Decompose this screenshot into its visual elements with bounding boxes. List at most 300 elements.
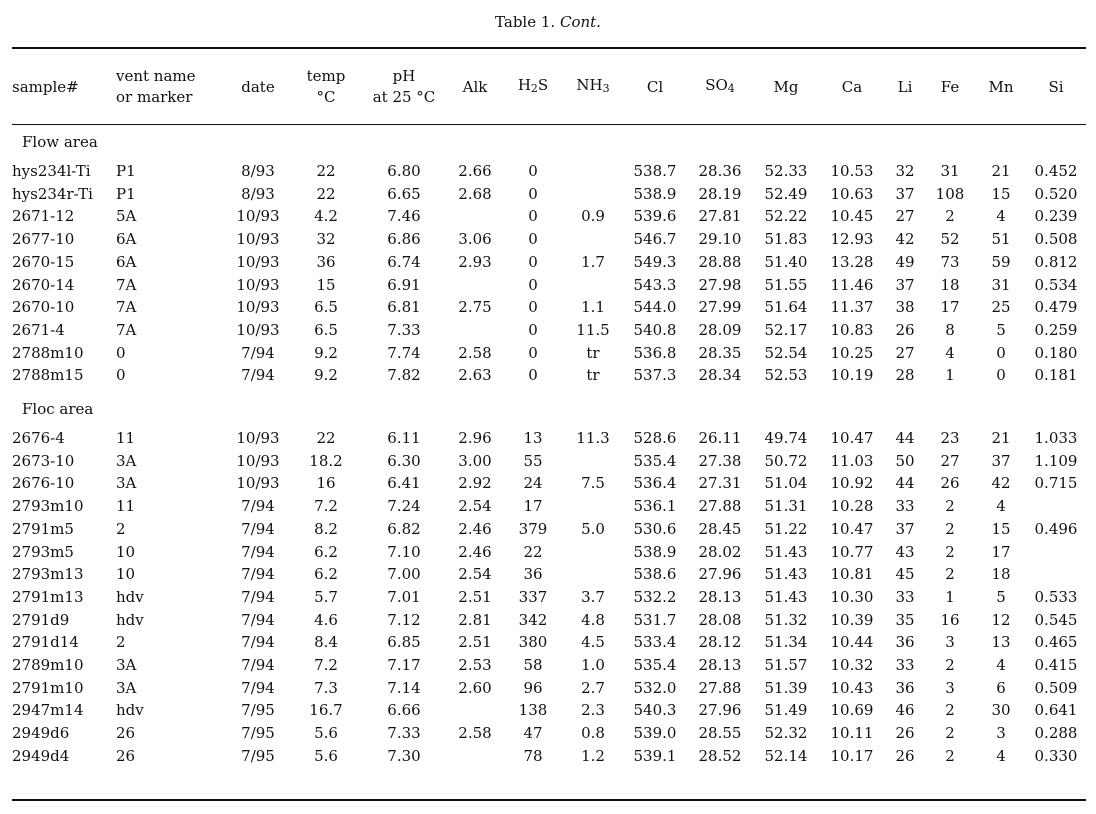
cell-li: 45 — [895, 565, 915, 584]
cell-ph: 7.33 — [387, 320, 421, 339]
cell-ph: 6.80 — [387, 162, 421, 180]
table-row — [12, 364, 1086, 387]
col-header-line: Ca — [841, 77, 863, 96]
cell-alk: 2.46 — [458, 542, 492, 561]
cell-so4: 28.45 — [698, 519, 742, 538]
col-header-mn — [976, 50, 1026, 124]
cell-h2s: 0 — [528, 184, 538, 203]
cell-so4: 28.08 — [698, 610, 742, 629]
cell-mg: 51.31 — [764, 497, 808, 516]
cell-temp: 9.2 — [314, 366, 338, 385]
cell-nh3: 5.0 — [581, 519, 605, 538]
cell-cl: 532.0 — [633, 678, 677, 697]
col-header-line: Mn — [988, 77, 1014, 96]
cell-mg: 52.22 — [764, 207, 808, 226]
table-row — [12, 183, 1086, 206]
cell-h2s: 379 — [518, 519, 548, 538]
cell-so4: 28.88 — [698, 252, 742, 271]
cell-h2s: 78 — [523, 746, 543, 765]
cell-si: 0.239 — [1034, 207, 1078, 226]
cell-mn: 21 — [991, 162, 1011, 180]
cell-ca: 10.30 — [830, 587, 874, 606]
table-row — [12, 319, 1086, 342]
col-header-sub: 2 — [530, 82, 538, 95]
col-header-so4 — [686, 50, 754, 124]
cell-ca: 10.25 — [830, 343, 874, 362]
table-row — [12, 609, 1086, 632]
cell-sample: 2789m10 — [12, 656, 84, 675]
cell-so4: 28.13 — [698, 587, 742, 606]
cell-alk: 2.93 — [458, 252, 492, 271]
cell-ph: 7.17 — [387, 656, 421, 675]
cell-ca: 11.46 — [830, 275, 874, 294]
cell-cl: 532.2 — [633, 587, 677, 606]
cell-si: 0.259 — [1034, 320, 1078, 339]
cell-temp: 4.6 — [314, 610, 338, 629]
col-header-base: H — [517, 76, 531, 94]
cell-sample: 2676-10 — [12, 474, 75, 493]
cell-alk: 2.96 — [458, 429, 492, 448]
cell-fe: 73 — [940, 252, 960, 271]
top-rule — [12, 47, 1086, 49]
cell-ca: 10.47 — [830, 519, 874, 538]
cell-vent: hdv — [116, 587, 144, 606]
cell-li: 50 — [895, 451, 915, 470]
cell-so4: 28.35 — [698, 343, 742, 362]
col-header-ca — [818, 50, 886, 124]
cell-fe: 18 — [940, 275, 960, 294]
cell-temp: 6.5 — [314, 298, 338, 317]
cell-temp: 22 — [316, 162, 336, 180]
cell-vent: 6A — [116, 252, 137, 271]
cell-li: 37 — [895, 184, 915, 203]
cell-cl: 536.1 — [633, 497, 677, 516]
cell-nh3: 1.7 — [581, 252, 605, 271]
cell-so4: 28.02 — [698, 542, 742, 561]
cell-sample: 2673-10 — [12, 451, 75, 470]
cell-temp: 22 — [316, 184, 336, 203]
cell-ph: 7.30 — [387, 746, 421, 765]
table-row — [12, 495, 1086, 518]
section-header — [12, 391, 1086, 427]
cell-mn: 0 — [996, 366, 1006, 385]
cell-temp: 15 — [316, 275, 336, 294]
cell-mn: 5 — [996, 587, 1006, 606]
cell-mg: 52.33 — [764, 162, 808, 180]
bottom-rule — [12, 799, 1086, 801]
cell-so4: 27.31 — [698, 474, 742, 493]
cell-ca: 10.63 — [830, 184, 874, 203]
cell-nh3 — [562, 183, 624, 206]
cell-mg: 52.54 — [764, 343, 808, 362]
table-row — [12, 518, 1086, 541]
cell-mn: 30 — [991, 701, 1011, 720]
cell-li: 26 — [895, 320, 915, 339]
cell-li: 36 — [895, 633, 915, 652]
cell-temp: 7.2 — [314, 656, 338, 675]
cell-ph: 6.91 — [387, 275, 421, 294]
cell-so4: 28.13 — [698, 656, 742, 675]
cell-ca: 10.19 — [830, 366, 874, 385]
cell-ph: 6.65 — [387, 184, 421, 203]
col-header-base: NH — [576, 76, 603, 94]
cell-cl: 533.4 — [633, 633, 677, 652]
cell-so4: 27.99 — [698, 298, 742, 317]
cell-temp: 5.6 — [314, 746, 338, 765]
cell-fe: 2 — [945, 207, 955, 226]
cell-h2s: 0 — [528, 207, 538, 226]
cell-nh3: 1.2 — [581, 746, 605, 765]
cell-date: 10/93 — [236, 429, 280, 448]
cell-mn: 59 — [991, 252, 1011, 271]
cell-mn: 6 — [996, 678, 1006, 697]
caption-prefix: Table 1. — [495, 13, 556, 31]
cell-ph: 6.85 — [387, 633, 421, 652]
cell-so4: 28.19 — [698, 184, 742, 203]
cell-so4: 28.34 — [698, 366, 742, 385]
cell-li: 44 — [895, 429, 915, 448]
cell-si: 0.534 — [1034, 275, 1078, 294]
cell-so4: 28.09 — [698, 320, 742, 339]
cell-date: 7/94 — [241, 497, 275, 516]
cell-alk: 2.92 — [458, 474, 492, 493]
cell-fe: 31 — [940, 162, 960, 180]
col-header-sub: 3 — [602, 82, 610, 95]
cell-sample: 2949d6 — [12, 724, 70, 743]
cell-temp: 22 — [316, 429, 336, 448]
cell-temp: 32 — [316, 230, 336, 249]
col-header-line: date — [241, 77, 275, 96]
cell-si: 0.452 — [1034, 162, 1078, 180]
cell-sample: 2677-10 — [12, 230, 75, 249]
cell-mn: 5 — [996, 320, 1006, 339]
cell-vent: 11 — [116, 497, 136, 516]
cell-mn: 4 — [996, 207, 1006, 226]
cell-date: 10/93 — [236, 298, 280, 317]
cell-alk — [446, 699, 504, 722]
cell-so4: 26.11 — [698, 429, 742, 448]
cell-ca: 10.81 — [830, 565, 874, 584]
cell-sample: 2793m13 — [12, 565, 84, 584]
cell-date: 7/95 — [241, 746, 275, 765]
cell-date: 7/94 — [241, 565, 275, 584]
cell-so4: 28.55 — [698, 724, 742, 743]
cell-mn: 15 — [991, 519, 1011, 538]
cell-si: 0.180 — [1034, 343, 1078, 362]
cell-nh3: 2.3 — [581, 701, 605, 720]
cell-cl: 538.7 — [633, 162, 677, 180]
cell-h2s: 22 — [523, 542, 543, 561]
cell-li: 27 — [895, 343, 915, 362]
cell-ca: 10.28 — [830, 497, 874, 516]
cell-ca: 10.69 — [830, 701, 874, 720]
cell-fe: 52 — [940, 230, 960, 249]
cell-nh3: tr — [586, 343, 600, 362]
cell-h2s: 13 — [523, 429, 543, 448]
cell-ph: 7.24 — [387, 497, 421, 516]
cell-cl: 538.9 — [633, 542, 677, 561]
cell-alk: 3.06 — [458, 230, 492, 249]
cell-temp: 36 — [316, 252, 336, 271]
cell-date: 7/94 — [241, 343, 275, 362]
cell-ca: 10.39 — [830, 610, 874, 629]
cell-cl: 539.6 — [633, 207, 677, 226]
cell-si: 0.533 — [1034, 587, 1078, 606]
col-header-base: SO — [705, 76, 728, 94]
cell-sample: 2670-15 — [12, 252, 75, 271]
cell-ph: 7.46 — [387, 207, 421, 226]
cell-date: 10/93 — [236, 474, 280, 493]
cell-date: 7/95 — [241, 701, 275, 720]
cell-temp: 8.2 — [314, 519, 338, 538]
cell-mn: 4 — [996, 656, 1006, 675]
cell-temp: 5.6 — [314, 724, 338, 743]
cell-temp: 5.7 — [314, 587, 338, 606]
cell-temp: 6.2 — [314, 565, 338, 584]
cell-cl: 540.3 — [633, 701, 677, 720]
cell-alk: 2.54 — [458, 565, 492, 584]
cell-si — [1026, 541, 1086, 564]
cell-alk: 2.81 — [458, 610, 492, 629]
cell-fe: 2 — [945, 497, 955, 516]
cell-h2s: 0 — [528, 320, 538, 339]
cell-li: 26 — [895, 746, 915, 765]
cell-fe: 1 — [945, 366, 955, 385]
cell-li: 28 — [895, 366, 915, 385]
cell-ph: 6.66 — [387, 701, 421, 720]
cell-sample: 2793m5 — [12, 542, 74, 561]
cell-nh3 — [562, 160, 624, 183]
col-header-line: Cl — [646, 77, 664, 96]
col-header-si — [1026, 50, 1086, 124]
cell-mg: 50.72 — [764, 451, 808, 470]
cell-h2s: 380 — [518, 633, 548, 652]
cell-alk: 2.60 — [458, 678, 492, 697]
table-row — [12, 677, 1086, 700]
cell-so4: 27.38 — [698, 451, 742, 470]
cell-ph: 6.41 — [387, 474, 421, 493]
cell-mg: 51.22 — [764, 519, 808, 538]
cell-nh3: 1.1 — [581, 298, 605, 317]
cell-ph: 6.82 — [387, 519, 421, 538]
cell-fe: 26 — [940, 474, 960, 493]
cell-ca: 11.37 — [830, 298, 874, 317]
cell-vent: 10 — [116, 565, 136, 584]
col-header-vent — [116, 50, 226, 124]
cell-mg: 51.43 — [764, 565, 808, 584]
cell-vent: 2 — [116, 633, 126, 652]
cell-so4: 27.98 — [698, 275, 742, 294]
cell-sample: 2788m10 — [12, 343, 84, 362]
cell-date: 7/94 — [241, 587, 275, 606]
cell-nh3: 4.8 — [581, 610, 605, 629]
cell-vent: 11 — [116, 429, 136, 448]
cell-mg: 52.49 — [764, 184, 808, 203]
cell-date: 8/93 — [241, 162, 275, 180]
cell-li: 46 — [895, 701, 915, 720]
cell-mn: 4 — [996, 497, 1006, 516]
cell-so4: 27.81 — [698, 207, 742, 226]
table-row — [12, 631, 1086, 654]
cell-fe: 17 — [940, 298, 960, 317]
cell-cl: 537.3 — [633, 366, 677, 385]
cell-si: 0.641 — [1034, 701, 1078, 720]
cell-si — [1026, 563, 1086, 586]
cell-nh3: 11.5 — [576, 320, 610, 339]
cell-temp: 16 — [316, 474, 336, 493]
cell-h2s: 96 — [523, 678, 543, 697]
cell-h2s: 138 — [518, 701, 548, 720]
cell-date: 7/94 — [241, 519, 275, 538]
cell-li: 37 — [895, 519, 915, 538]
cell-fe: 27 — [940, 451, 960, 470]
cell-vent: 3A — [116, 678, 137, 697]
cell-ca: 10.53 — [830, 162, 874, 180]
cell-sample: 2793m10 — [12, 497, 84, 516]
cell-cl: 546.7 — [633, 230, 677, 249]
cell-h2s: 0 — [528, 275, 538, 294]
cell-ph: 7.01 — [387, 587, 421, 606]
cell-ca: 13.28 — [830, 252, 874, 271]
cell-temp: 16.7 — [309, 701, 343, 720]
cell-fe: 2 — [945, 542, 955, 561]
cell-mn: 25 — [991, 298, 1011, 317]
col-header-li — [886, 50, 924, 124]
cell-date: 10/93 — [236, 207, 280, 226]
col-header-line: Alk — [462, 77, 488, 96]
table-row — [12, 251, 1086, 274]
cell-so4: 27.88 — [698, 497, 742, 516]
col-header-line: Fe — [940, 77, 960, 96]
col-header-date — [226, 50, 290, 124]
cell-nh3: 0.8 — [581, 724, 605, 743]
cell-cl: 535.4 — [633, 656, 677, 675]
table-row — [12, 722, 1086, 745]
cell-nh3 — [562, 541, 624, 564]
cell-si: 1.109 — [1034, 451, 1078, 470]
cell-fe: 16 — [940, 610, 960, 629]
cell-fe: 1 — [945, 587, 955, 606]
cell-cl: 544.0 — [633, 298, 677, 317]
cell-so4: 27.96 — [698, 565, 742, 584]
header-row — [12, 50, 1086, 124]
cell-h2s: 342 — [518, 610, 548, 629]
cell-temp: 18.2 — [309, 451, 343, 470]
cell-date: 8/93 — [241, 184, 275, 203]
table-row — [12, 450, 1086, 473]
cell-cl: 540.8 — [633, 320, 677, 339]
cell-alk: 2.68 — [458, 184, 492, 203]
cell-ph: 7.12 — [387, 610, 421, 629]
cell-date: 10/93 — [236, 230, 280, 249]
table-row — [12, 472, 1086, 495]
cell-nh3 — [562, 495, 624, 518]
cell-ph: 6.86 — [387, 230, 421, 249]
cell-li: 33 — [895, 497, 915, 516]
cell-h2s: 0 — [528, 230, 538, 249]
cell-mg: 51.39 — [764, 678, 808, 697]
cell-li: 33 — [895, 587, 915, 606]
cell-li: 37 — [895, 275, 915, 294]
cell-li: 44 — [895, 474, 915, 493]
cell-si: 0.715 — [1034, 474, 1078, 493]
cell-si: 0.288 — [1034, 724, 1078, 743]
cell-vent: 0 — [116, 366, 126, 385]
cell-vent: P1 — [116, 184, 136, 203]
col-header-line: Mg — [773, 77, 799, 96]
cell-cl: 535.4 — [633, 451, 677, 470]
cell-temp: 6.2 — [314, 542, 338, 561]
cell-nh3: tr — [586, 366, 600, 385]
table-row — [12, 342, 1086, 365]
cell-fe: 2 — [945, 701, 955, 720]
cell-date: 7/94 — [241, 678, 275, 697]
cell-mg: 52.14 — [764, 746, 808, 765]
cell-sample: 2788m15 — [12, 366, 84, 385]
cell-si: 0.545 — [1034, 610, 1078, 629]
cell-ph: 7.14 — [387, 678, 421, 697]
cell-mn: 17 — [991, 542, 1011, 561]
cell-sample: 2676-4 — [12, 429, 65, 448]
cell-fe: 2 — [945, 519, 955, 538]
cell-alk: 2.51 — [458, 587, 492, 606]
cell-date: 7/94 — [241, 542, 275, 561]
col-header-h2s — [504, 50, 562, 124]
col-header-fe — [924, 50, 976, 124]
cell-vent: 0 — [116, 343, 126, 362]
cell-mn: 3 — [996, 724, 1006, 743]
cell-mg: 49.74 — [764, 429, 808, 448]
section-title: Flow area — [22, 133, 98, 151]
cell-date: 7/95 — [241, 724, 275, 743]
cell-vent: 3A — [116, 451, 137, 470]
cell-h2s: 0 — [528, 298, 538, 317]
cell-alk: 2.75 — [458, 298, 492, 317]
cell-h2s: 17 — [523, 497, 543, 516]
table-caption — [0, 13, 1096, 31]
cell-nh3 — [562, 228, 624, 251]
cell-mg: 51.43 — [764, 542, 808, 561]
cell-ca: 12.93 — [830, 230, 874, 249]
cell-so4: 28.36 — [698, 162, 742, 180]
cell-nh3 — [562, 450, 624, 473]
cell-nh3 — [562, 563, 624, 586]
col-header-temp — [290, 50, 362, 124]
cell-h2s: 36 — [523, 565, 543, 584]
cell-mg: 51.40 — [764, 252, 808, 271]
cell-temp: 8.4 — [314, 633, 338, 652]
cell-date: 7/94 — [241, 633, 275, 652]
cell-alk — [446, 205, 504, 228]
cell-so4: 27.96 — [698, 701, 742, 720]
cell-mg: 52.53 — [764, 366, 808, 385]
cell-vent: hdv — [116, 610, 144, 629]
section-header — [12, 124, 1086, 160]
table-row — [12, 699, 1086, 722]
cell-ca: 10.83 — [830, 320, 874, 339]
col-header-line: pH — [392, 67, 416, 85]
cell-vent: 5A — [116, 207, 137, 226]
cell-h2s: 0 — [528, 366, 538, 385]
table-row — [12, 563, 1086, 586]
cell-nh3 — [562, 274, 624, 297]
cell-mg: 51.55 — [764, 275, 808, 294]
cell-vent: hdv — [116, 701, 144, 720]
cell-cl: 538.6 — [633, 565, 677, 584]
cell-ph: 7.74 — [387, 343, 421, 362]
cell-mg: 51.64 — [764, 298, 808, 317]
cell-sample: 2949d4 — [12, 746, 70, 765]
